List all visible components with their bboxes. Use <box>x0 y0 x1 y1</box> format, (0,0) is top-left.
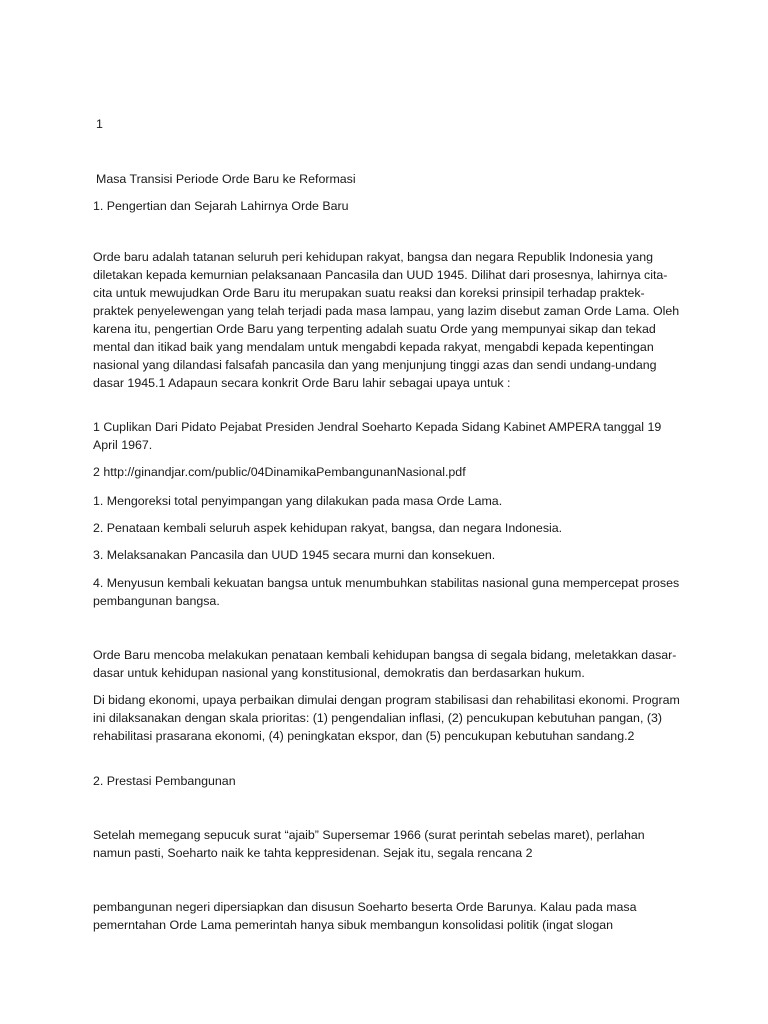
paragraph-orde-baru: Orde Baru mencoba melakukan penataan kembali kehidupan bangsa di segala bidang, meletakkan dasar-dasar untuk kehidupan nasional yang konstitusional, demokratis dan berdasarkan hukum. <box>93 648 677 680</box>
footnote-1: 1 Cuplikan Dari Pidato Pejabat Presiden Jendral Soeharto Kepada Sidang Kabinet AMPERA tanggal 19 April 1967. <box>93 420 662 452</box>
section-1-heading: 1. Pengertian dan Sejarah Lahirnya Orde Baru <box>93 199 349 213</box>
paragraph-pembangunan: pembangunan negeri dipersiapkan dan disusun Soeharto beserta Orde Barunya. Kalau pada masa pemerntahan Orde Lama pemerintah hanya sibuk membangun konsolidasi politik (ingat slogan <box>93 900 637 932</box>
paragraph-ekonomi: Di bidang ekonomi, upaya perbaikan dimulai dengan program stabilisasi dan rehabilitasi ekonomi. Program ini dilaksanakan dengan skala prioritas: (1) pengendalian inflasi, (2) pencukupan kebutuhan pangan, (3) rehabilitasi prasarana ekonomi, (4) peningkatan ekspor, dan (5) pencukupan kebutuhan sandang.2 <box>93 693 680 743</box>
list-item-4: 4. Menyusun kembali kekuatan bangsa untuk menumbuhkan stabilitas nasional guna mempercepat proses pembangunan bangsa. <box>93 576 680 608</box>
page-number: 1 <box>96 117 103 131</box>
list-item-1: 1. Mengoreksi total penyimpangan yang dilakukan pada masa Orde Lama. <box>93 494 503 508</box>
paragraph-supersemar: Setelah memegang sepucuk surat “ajaib” Supersemar 1966 (surat perintah sebelas maret), perlahan namun pasti, Soeharto naik ke tahta keppresidenan. Sejak itu, segala rencana 2 <box>93 828 645 860</box>
document-title: Masa Transisi Periode Orde Baru ke Reformasi <box>96 172 356 186</box>
paragraph-intro: Orde baru adalah tatanan seluruh peri kehidupan rakyat, bangsa dan negara Republik Indonesia yang diletakan kepada kemurnian pelaksanaan Pancasila dan UUD 1945. Dilihat dari prosesnya, lahirnya cita-cita untuk mewujudkan Orde Baru itu merupakan suatu reaksi dan koreksi prinsipil terhadap praktek-praktek penyelewengan yang telah terjadi pada masa lampau, yang lazim disebut zaman Orde Lama. Oleh karena itu, pengertian Orde Baru yang terpenting adalah suatu Orde yang mempunyai sikap dan tekad mental dan itikad baik yang mendalam untuk mengabdi kepada rakyat, mengabdi kepada kepentingan nasional yang dilandasi falsafah pancasila dan yang menjunjung tinggi azas dan sendi undang-undang dasar 1945.1 Adapaun secara konkrit Orde Baru lahir sebagai upaya untuk : <box>93 250 680 390</box>
list-item-2: 2. Penataan kembali seluruh aspek kehidupan rakyat, bangsa, dan negara Indonesia. <box>93 521 563 535</box>
section-2-heading: 2. Prestasi Pembangunan <box>93 774 236 788</box>
list-item-3: 3. Melaksanakan Pancasila dan UUD 1945 secara murni dan konsekuen. <box>93 548 496 562</box>
footnote-2: 2 http://ginandjar.com/public/04DinamikaPembangunanNasional.pdf <box>93 465 466 479</box>
